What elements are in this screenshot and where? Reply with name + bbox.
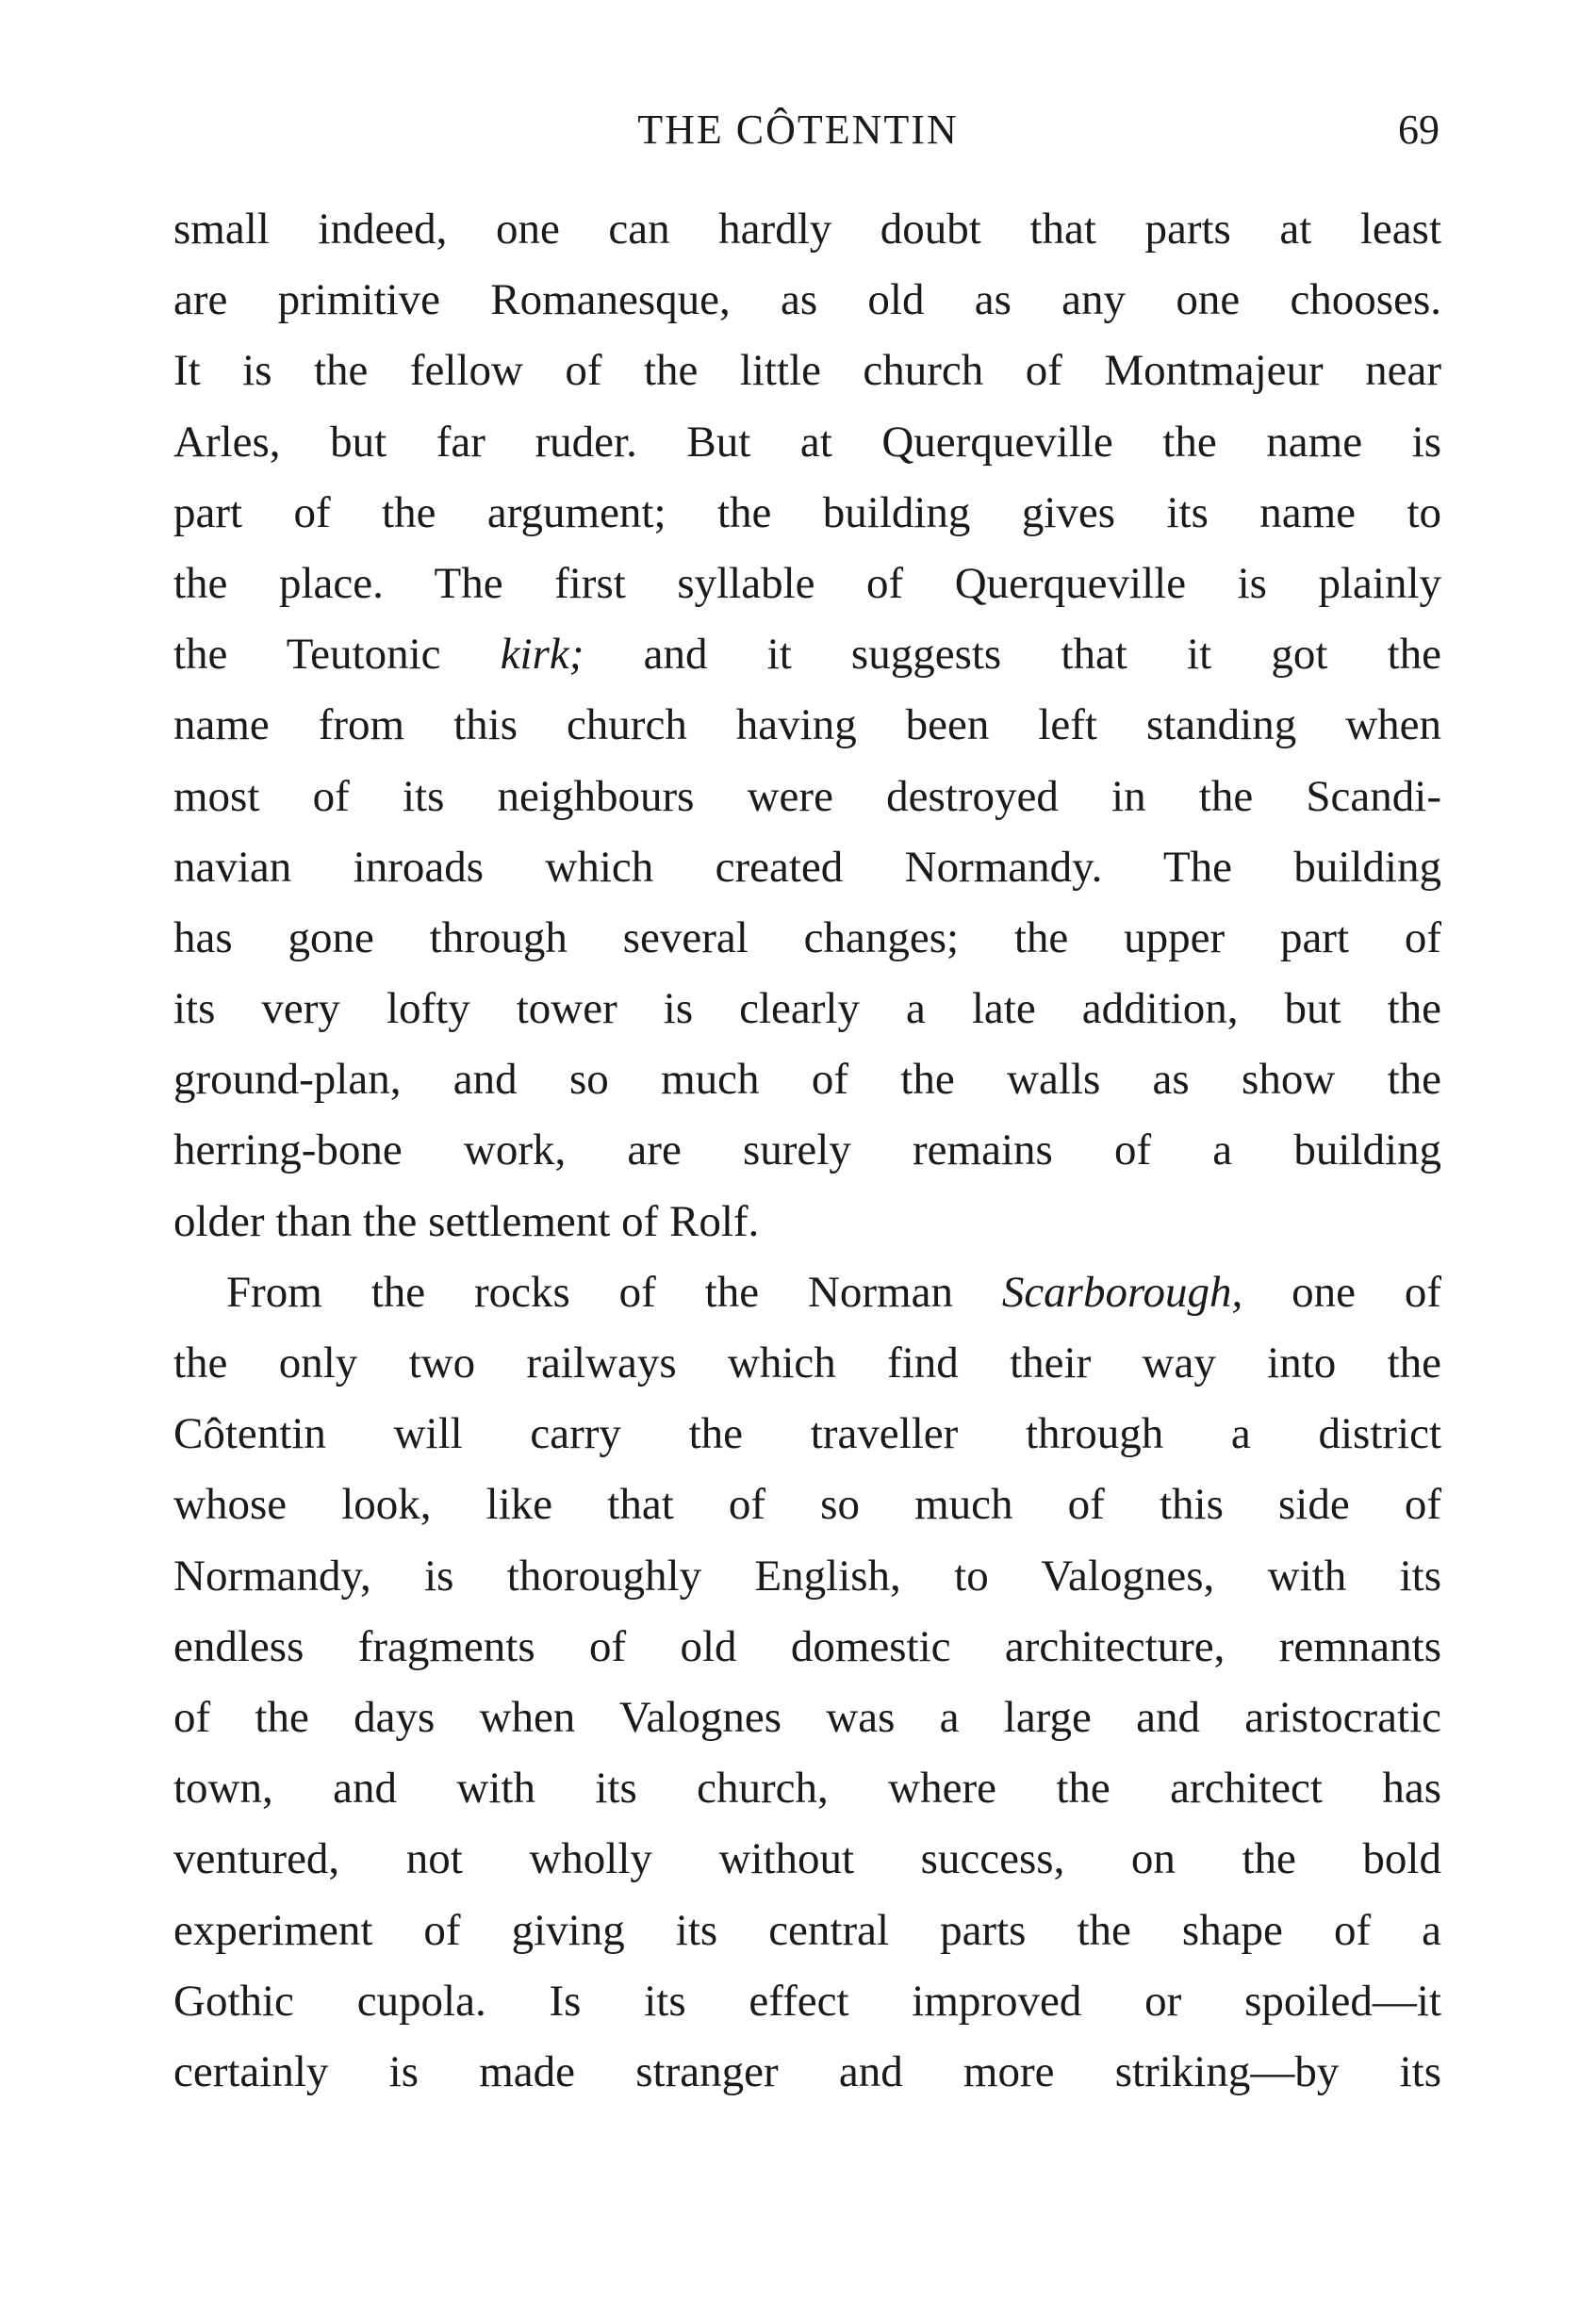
text-line: endless fragments of old domestic architecture, remnants [173,1621,1441,1671]
text-line: navian inroads which created Normandy. The building [173,842,1441,892]
text-line: ventured, not wholly without success, on the bold [173,1834,1441,1884]
running-title: THE CÔTENTIN [637,107,959,153]
text-line: Arles, but far ruder. But at Querqueville the name is [173,417,1441,467]
page-number: 69 [1398,107,1440,153]
text-line: are primitive Romanesque, as old as any one chooses. [173,275,1441,325]
text-line: experiment of giving its central parts the shape of a [173,1905,1441,1955]
text-line: older than the settlement of Rolf. [173,1196,760,1246]
text-line: has gone through several changes; the upper part of [173,912,1441,962]
text-line: of the days when Valognes was a large and aristocratic [173,1692,1441,1742]
text-line: part of the argument; the building gives its name to [173,487,1441,537]
text-line: whose look, like that of so much of this side of [173,1480,1441,1530]
text-line: ground-plan, and so much of the walls as show the [173,1055,1441,1105]
italic-word-kirk: kirk; [500,630,584,680]
body-text [173,194,1441,2108]
text-line: Côtentin will carry the traveller through a district [173,1409,1441,1459]
text-line: certainly is made stranger and more striking—by its [173,2046,1441,2096]
text-line: most of its neighbours were destroyed in the Scandi- [173,771,1441,821]
text-line: the only two railways which find their way into the [173,1338,1441,1388]
text-segment: and it suggests that it got the [584,630,1441,680]
text-line: Gothic cupola. Is its effect improved or spoiled—it [173,1976,1441,2026]
text-segment: From the rocks of the Norman [226,1267,1002,1317]
text-line: herring-bone work, are surely remains of a building [173,1125,1441,1175]
italic-word-scarborough: Scarborough, [1001,1267,1243,1317]
text-line: town, and with its church, where the architect has [173,1764,1441,1814]
text-line: small indeed, one can hardly doubt that parts at least [173,205,1441,254]
text-line: name from this church having been left standing when [173,700,1441,750]
text-line: Normandy, is thoroughly English, to Valognes, with its [173,1551,1441,1601]
text-segment: the Teutonic [173,630,501,680]
text-line [173,1257,1441,1328]
text-line: It is the fellow of the little church of Montmajeur near [173,346,1441,396]
text-line [173,619,1441,690]
text-line: the place. The first syllable of Querqueville is plainly [173,558,1441,608]
text-line: its very lofty tower is clearly a late addition, but the [173,984,1441,1034]
text-segment: one of [1242,1267,1441,1317]
running-header [0,106,1596,162]
